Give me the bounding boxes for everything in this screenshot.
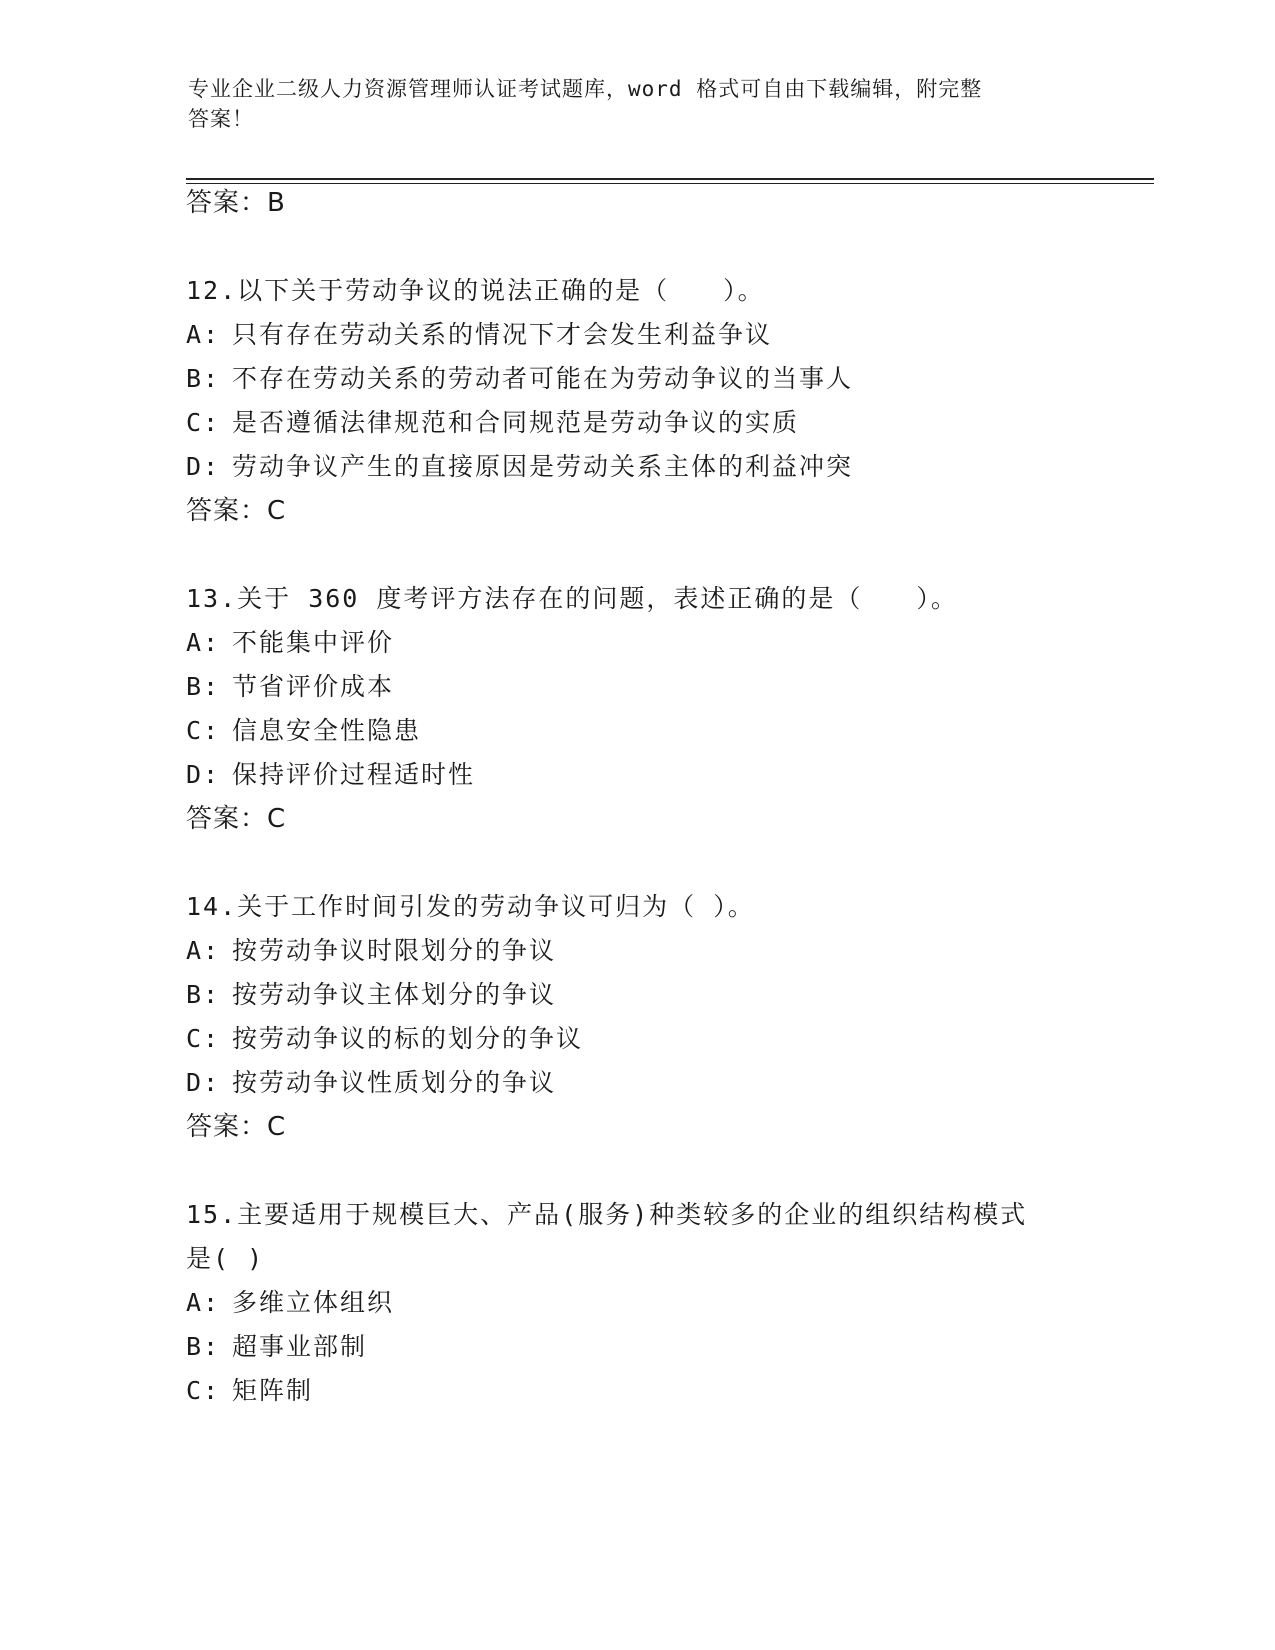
q13-option-d xyxy=(186,758,475,792)
option-text: 节省评价成本 xyxy=(232,672,395,701)
q12-option-b xyxy=(186,362,853,396)
option-text: 超事业部制 xyxy=(232,1332,368,1361)
option-text: 是否遵循法律规范和合同规范是劳动争议的实质 xyxy=(232,408,800,437)
option-letter: A: xyxy=(186,320,221,349)
option-text: 按劳动争议主体划分的争议 xyxy=(232,980,557,1009)
q15-option-c xyxy=(186,1374,313,1408)
header-line-1: 专业企业二级人力资源管理师认证考试题库，word 格式可自由下载编辑，附完整 xyxy=(188,77,983,101)
q14-option-a xyxy=(186,934,556,968)
question-14: 14.关于工作时间引发的劳动争议可归为（ ）。 xyxy=(186,892,755,921)
q13-option-c xyxy=(186,714,421,748)
option-text: 不能集中评价 xyxy=(232,628,395,657)
option-text: 矩阵制 xyxy=(232,1376,314,1405)
option-letter: C: xyxy=(186,408,221,437)
option-letter: A: xyxy=(186,628,221,657)
q12-option-c xyxy=(186,406,799,440)
q15-option-a xyxy=(186,1286,394,1320)
answer-11: 答案：B xyxy=(186,188,286,218)
option-text: 按劳动争议的标的划分的争议 xyxy=(232,1024,584,1053)
option-letter: B: xyxy=(186,672,221,701)
answer-13: 答案：C xyxy=(186,804,287,834)
option-text: 按劳动争议性质划分的争议 xyxy=(232,1068,557,1097)
header-divider xyxy=(186,178,1154,180)
q14-option-b xyxy=(186,978,556,1012)
question-13: 13.关于 360 度考评方法存在的问题，表述正确的是（ ）。 xyxy=(186,584,958,613)
option-letter: B: xyxy=(186,980,221,1009)
option-letter: D: xyxy=(186,452,221,481)
q15-option-b xyxy=(186,1330,367,1364)
q14-option-c xyxy=(186,1022,583,1056)
q13-option-a xyxy=(186,626,394,660)
option-letter: C: xyxy=(186,716,221,745)
option-letter: C: xyxy=(186,1024,221,1053)
option-letter: B: xyxy=(186,1332,221,1361)
q13-option-b xyxy=(186,670,394,704)
q12-option-a xyxy=(186,318,772,352)
option-text: 劳动争议产生的直接原因是劳动关系主体的利益冲突 xyxy=(232,452,854,481)
question-12: 12.以下关于劳动争议的说法正确的是（ ）。 xyxy=(186,276,765,305)
option-letter: A: xyxy=(186,936,221,965)
question-15: 15.主要适用于规模巨大、产品(服务)种类较多的企业的组织结构模式 xyxy=(186,1200,1028,1229)
q12-option-d xyxy=(186,450,853,484)
option-text: 保持评价过程适时性 xyxy=(232,760,476,789)
option-letter: D: xyxy=(186,1068,221,1097)
header-divider-thin xyxy=(186,183,1154,184)
option-text: 按劳动争议时限划分的争议 xyxy=(232,936,557,965)
answer-14: 答案：C xyxy=(186,1112,287,1142)
option-text: 信息安全性隐患 xyxy=(232,716,422,745)
option-letter: A: xyxy=(186,1288,221,1317)
answer-12: 答案：C xyxy=(186,496,287,526)
option-letter: B: xyxy=(186,364,221,393)
option-letter: D: xyxy=(186,760,221,789)
option-text: 多维立体组织 xyxy=(232,1288,395,1317)
option-letter: C: xyxy=(186,1376,221,1405)
option-text: 只有存在劳动关系的情况下才会发生利益争议 xyxy=(232,320,773,349)
option-text: 不存在劳动关系的劳动者可能在为劳动争议的当事人 xyxy=(232,364,854,393)
q14-option-d xyxy=(186,1066,556,1100)
header-line-2: 答案！ xyxy=(188,107,254,131)
question-15-cont: 是( ) xyxy=(186,1244,265,1273)
document-header xyxy=(188,74,1068,134)
